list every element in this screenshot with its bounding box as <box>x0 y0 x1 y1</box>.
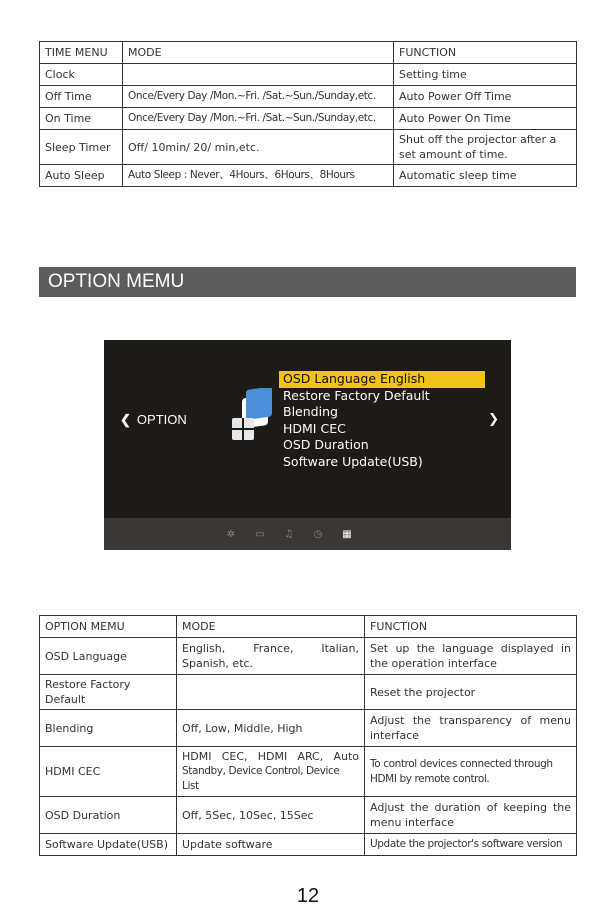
table-row <box>40 675 577 710</box>
osd-menu-list <box>279 371 485 470</box>
function-line: To control devices connected through <box>370 757 553 770</box>
clock-icon[interactable]: ◷ <box>313 528 323 540</box>
table-row <box>40 86 577 108</box>
table-row <box>40 165 577 187</box>
osd-menu-item-duration[interactable]: OSD Duration <box>283 437 369 452</box>
item-cell: Clock <box>40 64 123 86</box>
table-row <box>40 108 577 130</box>
osd-menu-item-software-update[interactable]: Software Update(USB) <box>283 453 423 469</box>
table-row <box>40 638 577 675</box>
section-title: OPTION MEMU <box>39 267 576 297</box>
chevron-left-icon: ❮ <box>120 412 131 427</box>
option-category-icon <box>232 388 272 440</box>
item-cell: HDMI CEC <box>40 747 177 797</box>
header-cell: FUNCTION <box>365 616 577 638</box>
mode-line: HDMI CEC, HDMI ARC, Auto <box>182 750 359 763</box>
table-row <box>40 710 577 747</box>
osd-screenshot <box>104 340 511 550</box>
table-row <box>40 747 577 797</box>
function-cell: Adjust the duration of keeping the menu interface <box>365 797 577 834</box>
header-cell: MODE <box>123 42 394 64</box>
chevron-right-icon: ❯ <box>488 412 499 427</box>
item-cell: OSD Duration <box>40 797 177 834</box>
header-cell: OPTION MEMU <box>40 616 177 638</box>
function-cell: Auto Power Off Time <box>394 86 577 108</box>
display-icon[interactable]: ▭ <box>255 528 265 540</box>
table-row <box>40 797 577 834</box>
mode-cell: Off/ 10min/ 20/ min,etc. <box>123 130 394 165</box>
function-cell: Automatic sleep time <box>394 165 577 187</box>
mode-cell: Once/Every Day /Mon.~Fri. /Sat.~Sun./Sunday,etc. <box>123 108 394 130</box>
option-menu-table <box>39 615 577 856</box>
mode-cell: Once/Every Day /Mon.~Fri. /Sat.~Sun./Sunday,etc. <box>123 86 394 108</box>
function-cell: Auto Power On Time <box>394 108 577 130</box>
header-cell: TIME MENU <box>40 42 123 64</box>
osd-menu-item-restore[interactable]: Restore Factory Default <box>283 387 430 403</box>
function-cell: Set up the language displayed in the operation interface <box>365 638 577 675</box>
picture-icon[interactable]: ✲ <box>226 528 236 540</box>
header-cell: FUNCTION <box>394 42 577 64</box>
mode-cell <box>177 675 365 710</box>
item-cell: Software Update(USB) <box>40 834 177 856</box>
osd-menu-item-hdmi-cec[interactable]: HDMI CEC <box>283 420 346 436</box>
item-cell: Off Time <box>40 86 123 108</box>
item-cell: On Time <box>40 108 123 130</box>
mode-cell: Update software <box>177 834 365 856</box>
item-cell: OSD Language <box>40 638 177 675</box>
page-number: 12 <box>296 885 320 907</box>
mode-cell: Off, Low, Middle, High <box>177 710 365 747</box>
function-cell: Shut off the projector after a set amount of time. <box>394 130 577 165</box>
osd-menu-item-blending[interactable]: Blending <box>283 404 338 419</box>
table-row <box>40 130 577 165</box>
function-cell: Adjust the transparency of menu interface <box>365 710 577 747</box>
osd-menu-item-language[interactable]: OSD Language English <box>279 371 485 388</box>
function-cell: Reset the projector <box>365 675 577 710</box>
item-cell: Auto Sleep <box>40 165 123 187</box>
music-icon[interactable]: ♫ <box>284 528 294 540</box>
osd-category <box>120 412 187 428</box>
osd-category-label: OPTION <box>136 412 187 427</box>
function-line: HDMI by remote control. <box>370 772 490 785</box>
table-header-row <box>40 616 577 638</box>
mode-cell: Auto Sleep : Never、4Hours、6Hours、8Hours <box>123 165 394 187</box>
item-cell: Blending <box>40 710 177 747</box>
osd-category-bar <box>104 518 511 550</box>
function-cell: Update the projector's software version <box>365 834 577 856</box>
function-cell: Setting time <box>394 64 577 86</box>
mode-cell <box>123 64 394 86</box>
time-menu-table <box>39 41 577 187</box>
table-header-row <box>40 42 577 64</box>
option-icon[interactable]: ▦ <box>342 528 352 540</box>
header-cell: MODE <box>177 616 365 638</box>
item-cell: Sleep Timer <box>40 130 123 165</box>
mode-cell <box>177 747 365 797</box>
mode-line: Standby, Device Control, Device List <box>182 765 340 792</box>
item-cell: Restore Factory Default <box>40 675 177 710</box>
table-row <box>40 64 577 86</box>
table-row <box>40 834 577 856</box>
function-cell <box>365 747 577 797</box>
mode-cell: Off, 5Sec, 10Sec, 15Sec <box>177 797 365 834</box>
mode-cell: English, France, Italian, Spanish, etc. <box>177 638 365 675</box>
